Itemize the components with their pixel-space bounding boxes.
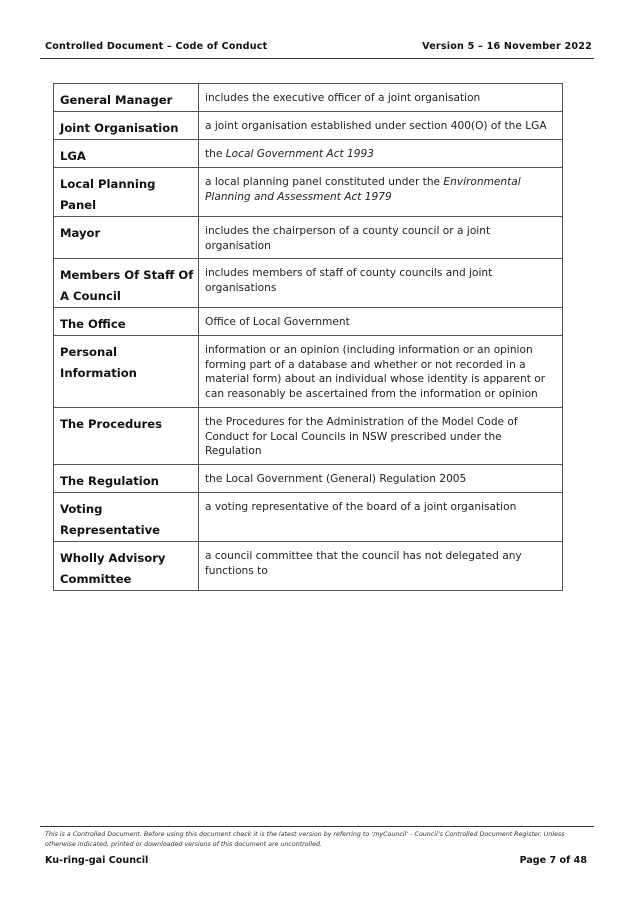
term-cell xyxy=(54,336,199,408)
definition-row xyxy=(54,408,563,465)
term-text: The Regulation xyxy=(60,474,159,489)
definition-row xyxy=(54,84,563,112)
definition-text xyxy=(199,465,562,492)
term-cell xyxy=(54,465,199,493)
term-text: Voting Representative xyxy=(60,502,160,538)
page-footer xyxy=(45,855,587,866)
definition-text xyxy=(199,493,562,520)
definition-segment: a council committee that the council has not delegated any functions to xyxy=(205,550,522,577)
term-text: Local Planning Panel xyxy=(60,177,156,212)
definition-segment: a joint organisation established under section 400(O) of the LGA xyxy=(205,120,547,132)
term-cell xyxy=(54,140,199,168)
definition-segment: Office of Local Government xyxy=(205,316,350,329)
document-version: Version 5 – 16 November 2022 xyxy=(422,41,592,52)
term-cell xyxy=(54,493,199,542)
definition-segment: the Local Government (General) Regulation 2005 xyxy=(205,473,467,486)
definition-row xyxy=(54,259,563,308)
definition-row xyxy=(54,542,563,591)
definition-cell xyxy=(199,308,563,336)
definition-segment: a local planning panel constituted under the xyxy=(205,176,444,188)
definition-cell xyxy=(199,112,563,140)
term-cell xyxy=(54,408,199,465)
term-text: General Manager xyxy=(60,93,173,107)
definition-text xyxy=(199,168,562,209)
definition-text xyxy=(199,308,562,335)
definition-segment: includes the executive officer of a joint organisation xyxy=(205,92,481,104)
controlled-document-notice: This is a Controlled Document. Before using this document check it is the latest version by referring to ‘myCouncil’ - Council’s Controlled Document Register. Unless otherwise indicated, printed or downloaded versions of this document are uncontrolled. xyxy=(45,831,565,848)
term-cell xyxy=(54,259,199,308)
definition-text xyxy=(199,84,562,111)
definition-text xyxy=(199,542,562,583)
term-cell xyxy=(54,542,199,591)
term-text: Wholly Advisory Committee xyxy=(60,551,166,587)
term-text: Mayor xyxy=(60,226,101,240)
definition-segment: includes the chairperson of a county council or a joint organisation xyxy=(205,225,491,252)
definition-cell xyxy=(199,542,563,591)
italic-citation: Environmental Planning and Assessment Act 1979 xyxy=(205,176,521,203)
definition-cell xyxy=(199,168,563,217)
definition-segment: information or an opinion (including information or an opinion forming part of a database and whether or not recorded in a material form) about an individual whose identity is apparent or can reasonably be ascertained from the information or opinion xyxy=(205,344,546,400)
definition-cell xyxy=(199,493,563,542)
definition-text xyxy=(199,336,562,406)
definition-row xyxy=(54,493,563,542)
definition-row xyxy=(54,217,563,259)
definition-row xyxy=(54,112,563,140)
definition-text xyxy=(199,217,562,258)
definition-cell xyxy=(199,84,563,112)
page-number: Page 7 of 48 xyxy=(519,855,587,866)
definition-cell xyxy=(199,336,563,408)
definition-cell xyxy=(199,140,563,168)
definitions-table xyxy=(53,83,563,591)
term-cell xyxy=(54,308,199,336)
definition-text xyxy=(199,259,562,300)
definition-text xyxy=(199,408,562,464)
term-cell xyxy=(54,84,199,112)
header-divider xyxy=(40,58,594,59)
footer-divider xyxy=(40,826,594,827)
definition-cell xyxy=(199,465,563,493)
definition-row xyxy=(54,140,563,168)
term-cell xyxy=(54,112,199,140)
definition-row xyxy=(54,168,563,217)
page-header xyxy=(45,41,592,52)
definition-segment: includes members of staff of county councils and joint organisations xyxy=(205,267,493,294)
term-text: Personal Information xyxy=(60,345,137,381)
term-text: Members Of Staff Of A Council xyxy=(60,268,194,304)
term-cell xyxy=(54,168,199,217)
term-cell xyxy=(54,217,199,259)
term-text: The Procedures xyxy=(60,417,163,432)
term-text: The Office xyxy=(60,317,126,332)
definition-cell xyxy=(199,259,563,308)
definition-row xyxy=(54,308,563,336)
definition-segment: a voting representative of the board of a joint organisation xyxy=(205,501,517,514)
definition-segment: the xyxy=(205,148,226,160)
document-title: Controlled Document – Code of Conduct xyxy=(45,41,268,52)
term-text: Joint Organisation xyxy=(60,121,179,135)
definition-cell xyxy=(199,408,563,465)
definition-row xyxy=(54,336,563,408)
definition-text xyxy=(199,112,562,139)
definition-row xyxy=(54,465,563,493)
council-name: Ku-ring-gai Council xyxy=(45,855,149,866)
definition-segment: the Procedures for the Administration of the Model Code of Conduct for Local Councils in NSW prescribed under the Regulation xyxy=(205,416,518,458)
italic-citation: Local Government Act 1993 xyxy=(225,148,374,160)
term-text: LGA xyxy=(60,149,86,163)
definition-text xyxy=(199,140,562,167)
definition-cell xyxy=(199,217,563,259)
